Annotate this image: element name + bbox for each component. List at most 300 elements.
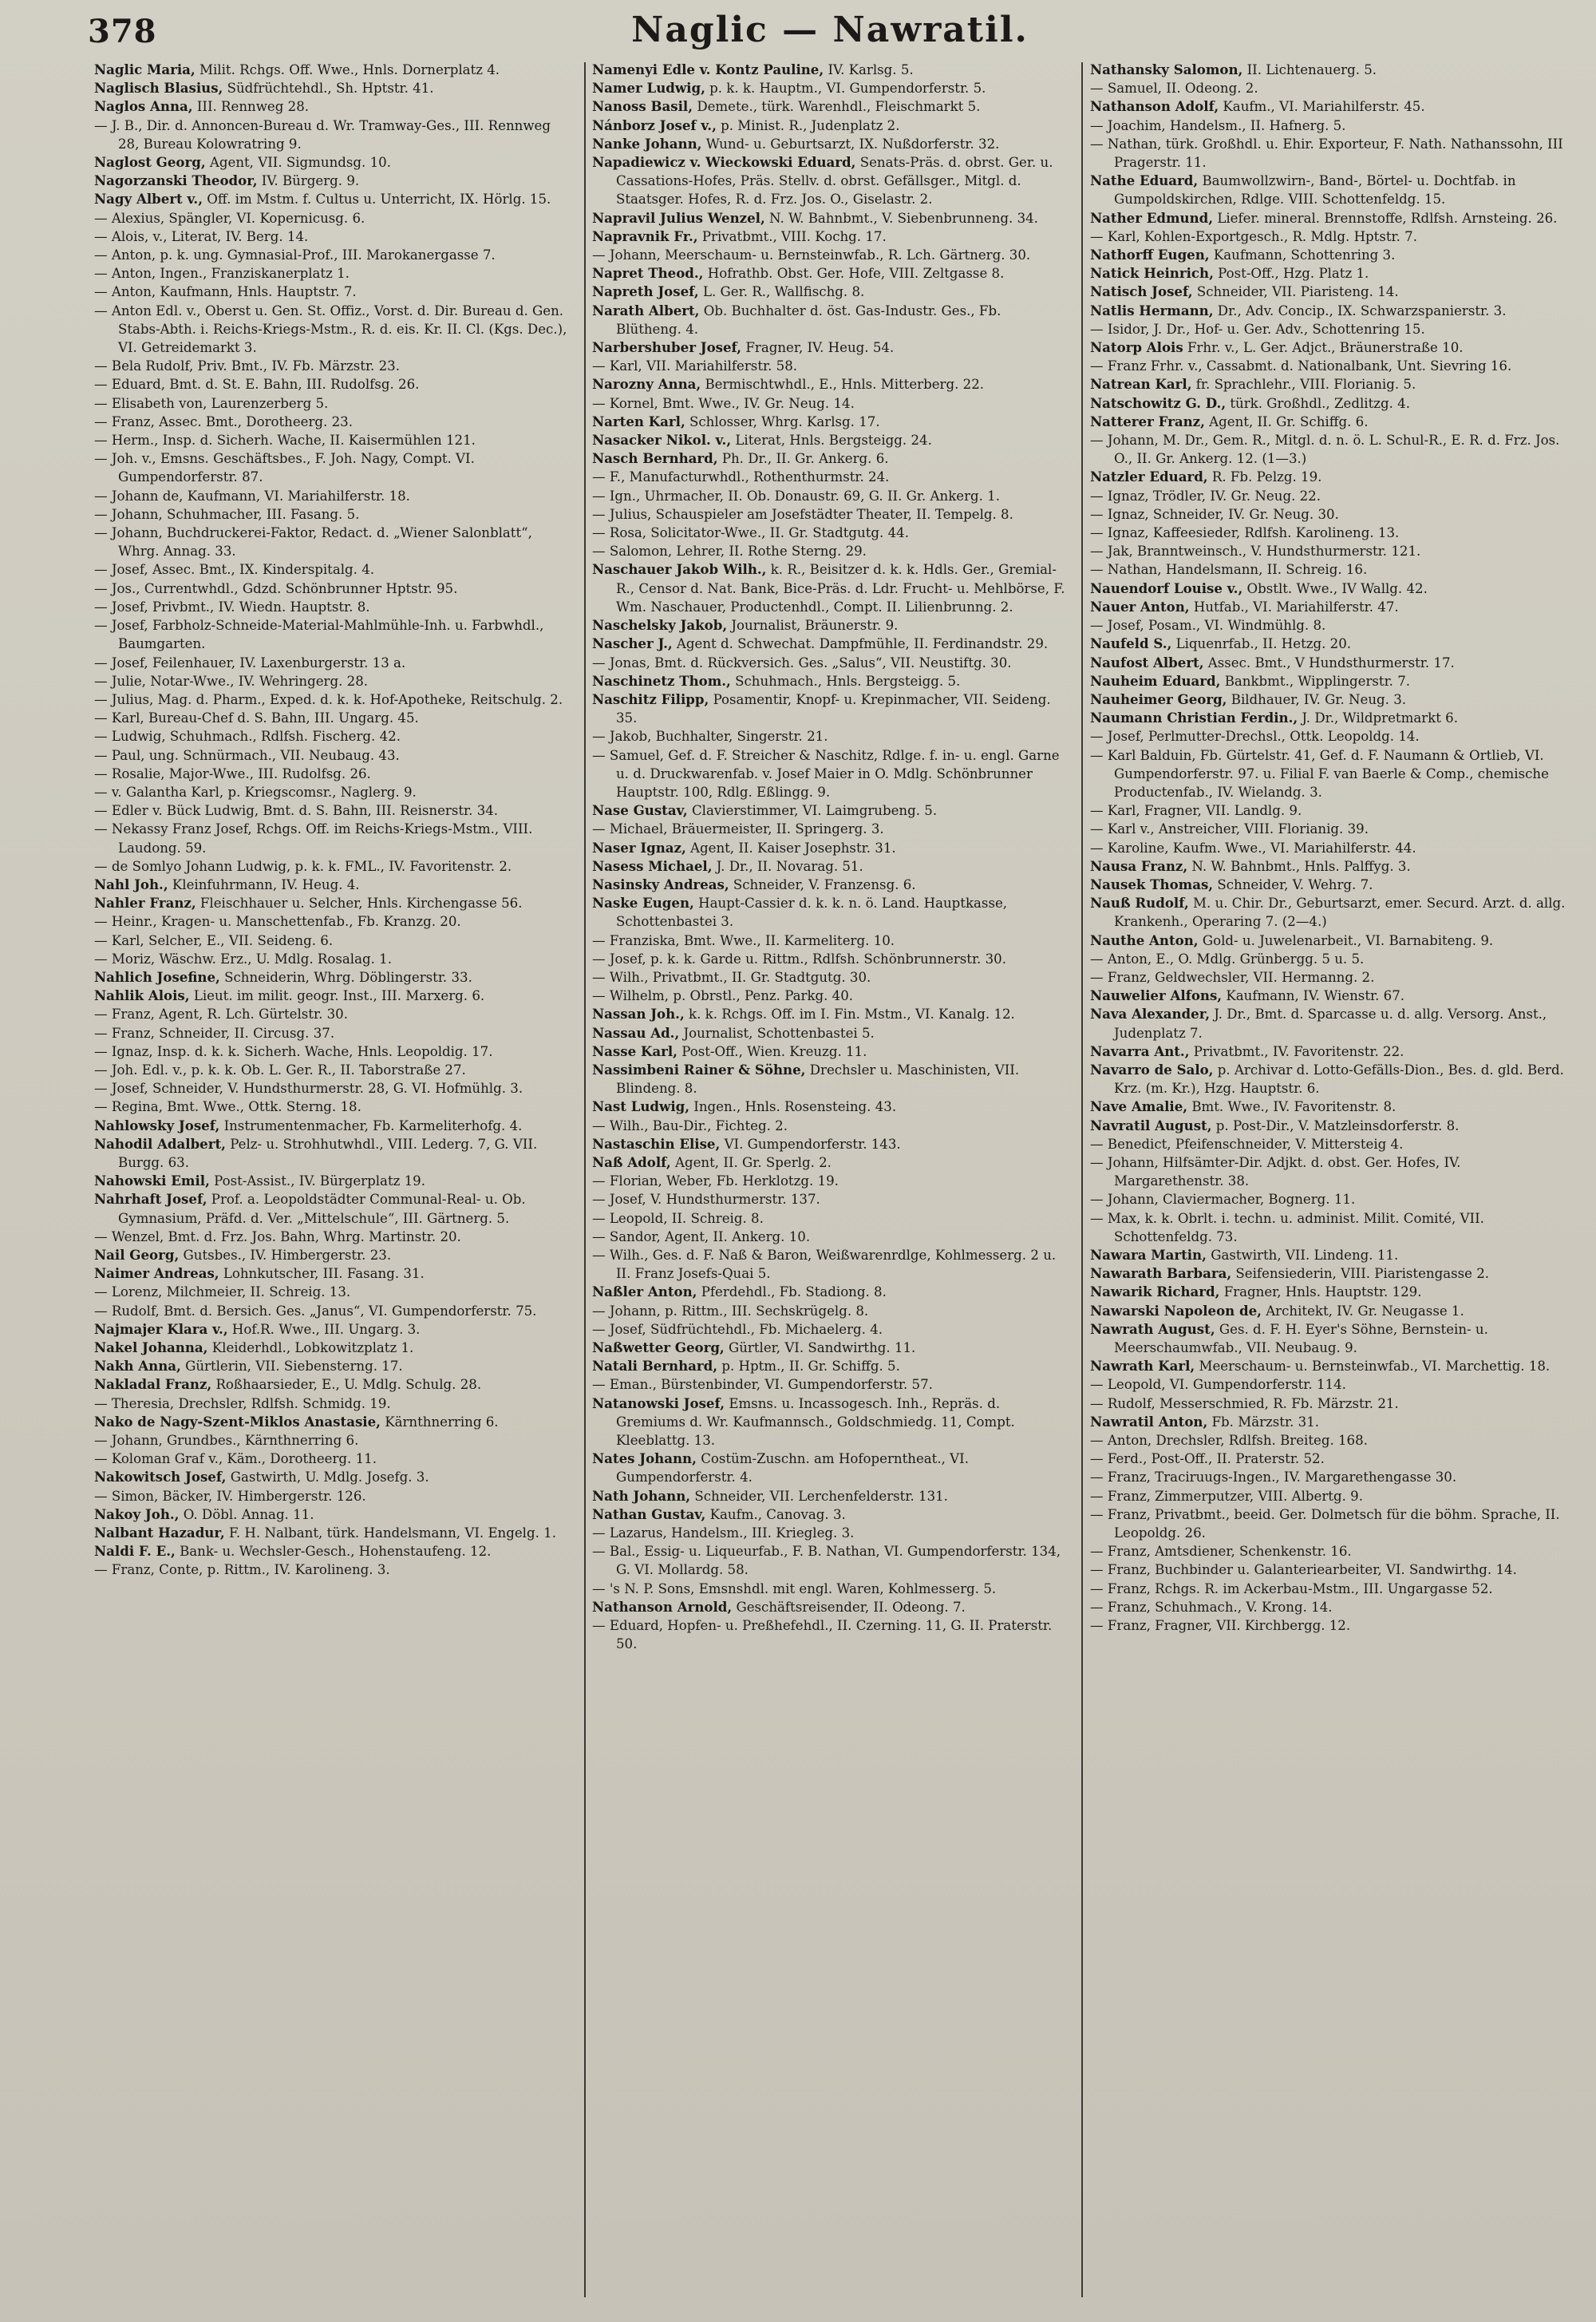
entry-details: Gürtler, VI. Sandwirthg. 11. [728,1340,916,1356]
directory-entry [1090,1135,1566,1153]
entry-name: Nausek Thomas, [1090,876,1214,892]
entry-details: Hof.R. Wwe., III. Ungarg. 3. [231,1321,421,1337]
directory-entry [1090,1431,1566,1450]
directory-entry [592,1542,1068,1579]
entry-details: — Eduard, Hopfen- u. Preßhefehdl., II. Czerning. 11, G. II. Praterstr. 50. [592,1618,1053,1652]
directory-entry [1090,209,1566,227]
entry-details: Journalist, Schottenbastei 5. [683,1025,875,1041]
directory-entry [592,987,1068,1005]
directory-entry [94,765,570,783]
directory-entry [94,1468,570,1486]
entry-details: — Joachim, Handelsm., II. Hafnerg. 5. [1090,117,1346,133]
entry-details: — Franz, Conte, p. Rittm., IV. Karolineng. 3. [94,1562,390,1578]
entry-details: — Simon, Bäcker, IV. Himbergerstr. 126. [94,1488,366,1504]
entry-name: Nawarik Richard, [1090,1284,1220,1300]
entry-name: Naldi F. E., [94,1543,176,1560]
directory-entry [592,357,1068,375]
directory-entry [94,357,570,375]
entry-details: — Karoline, Kaufm. Wwe., VI. Mariahilferstr. 44. [1090,840,1416,856]
directory-entry [94,709,570,727]
directory-entry [592,820,1068,838]
entry-name: Nausa Franz, [1090,857,1188,874]
directory-entry [592,1505,1068,1524]
directory-entry [592,1375,1068,1394]
entry-name: Nawrath Karl, [1090,1358,1195,1375]
directory-entry [592,394,1068,413]
entry-name: Narbershuber Josef, [592,339,742,356]
directory-entry [94,1061,570,1079]
entry-details: — Wilh., Privatbmt., II. Gr. Stadtgutg. 30. [592,969,871,985]
directory-entry [94,61,570,79]
entry-details: — Salomon, Lehrer, II. Rothe Sterng. 29. [592,544,867,560]
entry-name: Nalbant Hazadur, [94,1525,225,1541]
directory-entry [592,672,1068,690]
directory-entry [592,338,1068,357]
entry-details: türk. Großhdl., Zedlitzg. 4. [1230,395,1410,411]
entry-details: — Wenzel, Bmt. d. Frz. Jos. Bahn, Whrg. Martinstr. 20. [94,1228,461,1244]
entry-details: IV. Karlsg. 5. [828,62,914,77]
entry-details: — Regina, Bmt. Wwe., Ottk. Sterng. 18. [94,1099,361,1115]
directory-entry [94,1339,570,1357]
directory-entry [94,1079,570,1098]
directory-entry [1090,61,1566,79]
entry-details: — Kornel, Bmt. Wwe., IV. Gr. Neug. 14. [592,395,855,411]
entry-name: Natrean Karl, [1090,376,1192,393]
directory-entry [592,413,1068,431]
entry-name: Naßwetter Georg, [592,1339,725,1356]
directory-entry [1090,117,1566,135]
entry-details: Kärnthnerring 6. [385,1414,499,1430]
directory-entry [94,524,570,560]
entry-name: Napadiewicz v. Wieckowski Eduard, [592,154,856,171]
entry-details: — Johann, Meerschaum- u. Bernsteinwfab., R. Lch. Gärtnerg. 30. [592,247,1031,263]
directory-entry [1090,690,1566,709]
entry-details: — Johann de, Kaufmann, VI. Mariahilferstr. 18. [94,488,410,504]
directory-entry [1090,79,1566,97]
directory-entry [592,1598,1068,1616]
entry-details: — Josef, Farbholz-Schneide-Material-Mahlmühle-Inh. u. Farbwhdl., Baumgarten. [94,618,544,652]
entry-details: Kaufm., VI. Mariahilferstr. 45. [1223,99,1425,115]
entry-details: Fragner, Hnls. Hauptstr. 129. [1223,1284,1422,1300]
entry-details: N. W. Bahnbmt., Hnls. Palffyg. 3. [1191,858,1411,874]
running-head: Naglic — Nawratil. [631,10,1029,50]
entry-details: — Franz, Rchgs. R. im Ackerbau-Mstm., III. Ungargasse 52. [1090,1580,1493,1596]
entry-details: — Karl, Bureau-Chef d. S. Bahn, III. Ungarg. 45. [94,710,419,726]
directory-entry [94,97,570,116]
entry-name: Namenyi Edle v. Kontz Pauline, [592,61,824,77]
entry-name: Naimer Andreas, [94,1265,219,1282]
entry-details: — v. Galantha Karl, p. Kriegscomsr., Naglerg. 9. [94,784,417,800]
directory-entry [592,857,1068,876]
directory-entry [94,801,570,820]
entry-details: p. Hptm., II. Gr. Schiffg. 5. [721,1359,900,1375]
entry-name: Nawara Martin, [1090,1247,1207,1263]
entry-name: Natisch Josef, [1090,283,1193,300]
directory-entry [1090,839,1566,857]
entry-details: Fragner, IV. Heug. 54. [745,340,895,356]
entry-details: Prof. a. Leopoldstädter Communal-Real- u. Ob. Gymnasium, Präfd. d. Ver. „Mittelschule“, III. Gärtnerg. 5. [118,1192,526,1226]
directory-entry [1090,1153,1566,1190]
entry-details: k. k. Rchgs. Off. im I. Fin. Mstm., VI. Kanalg. 12. [689,1007,1015,1023]
entry-details: — Anton, Kaufmann, Hnls. Hauptstr. 7. [94,284,357,300]
entry-details: — Ignaz, Insp. d. k. k. Sicherh. Wache, Hnls. Leopoldig. 17. [94,1043,493,1059]
entry-name: Nakh Anna, [94,1358,181,1375]
directory-entry [1090,1302,1566,1320]
directory-entry [592,505,1068,524]
entry-details: Pelz- u. Strohhutwhdl., VIII. Lederg. 7, G. VII. Burgg. 63. [118,1136,538,1170]
directory-entry [1090,1487,1566,1505]
directory-entry [592,264,1068,283]
entry-details: Agent, II. Gr. Schiffg. 6. [1209,413,1369,429]
directory-entry [1090,1413,1566,1431]
entry-details: Kleinfuhrmann, IV. Heug. 4. [172,876,360,892]
entry-details: — Franz, Schuhmach., V. Krong. 14. [1090,1599,1333,1615]
entry-details: Gürtlerin, VII. Siebensterng. 17. [185,1359,403,1375]
entry-details: — Franz, Geldwechsler, VII. Hermanng. 2. [1090,969,1375,985]
entry-details: — Ignaz, Trödler, IV. Gr. Neug. 22. [1090,488,1321,504]
directory-entry [592,283,1068,301]
entry-details: — Moriz, Wäschw. Erz., U. Mdlg. Rosalag. 1. [94,951,392,967]
directory-entry [1090,375,1566,394]
directory-entry [592,1246,1068,1283]
directory-entry [592,468,1068,486]
entry-name: Natterer Franz, [1090,413,1205,429]
entry-details: — Rosalie, Major-Wwe., III. Rudolfsg. 26. [94,765,371,781]
directory-entry [592,1153,1068,1172]
entry-details: Baumwollzwirn-, Band-, Börtel- u. Dochtfab. in Gumpoldskirchen, Rdlge. VIII. Schottenfeldg. 15. [1114,173,1516,208]
directory-entry [592,1228,1068,1246]
entry-details: k. R., Beisitzer d. k. k. Hdls. Ger., Gremial-R., Censor d. Nat. Bank, Bice-Präs. d. Ldr. Frucht- u. Mehlbörse, F. Wm. Naschauer, Productenhdl., Compt. II. Lilienbrunng. 2. [616,562,1065,615]
directory-entry [592,690,1068,727]
entry-details: Frhr. v., L. Ger. Adjct., Bräunerstraße 10. [1187,340,1464,356]
directory-entry [1090,727,1566,746]
entry-name: Nauthe Anton, [1090,932,1199,948]
directory-entry [592,487,1068,505]
entry-name: Natali Bernhard, [592,1358,718,1375]
entry-name: Nawratil Anton, [1090,1413,1208,1430]
directory-entry [1090,413,1566,431]
directory-entry [1090,264,1566,283]
entry-details: — Franz, Fragner, VII. Kirchbergg. 12. [1090,1618,1351,1634]
directory-entry [94,1413,570,1431]
entry-name: Nava Alexander, [1090,1006,1211,1023]
directory-column-3 [1090,61,1566,2310]
directory-entry [94,449,570,486]
directory-entry [94,616,570,653]
entry-details: — Max, k. k. Obrlt. i. techn. u. administ. Milit. Comité, VII. Schottenfeldg. 73. [1090,1210,1484,1244]
entry-name: Navarra Ant., [1090,1042,1190,1059]
entry-name: Napret Theod., [592,265,704,282]
directory-entry [1090,1580,1566,1598]
entry-details: — Michael, Bräuermeister, II. Springerg. 3. [592,821,884,837]
directory-entry [1090,135,1566,172]
directory-entry [592,449,1068,468]
entry-name: Nakoy Joh., [94,1505,180,1522]
entry-details: Architekt, IV. Gr. Neugasse 1. [1266,1303,1464,1319]
entry-details: — Alois, v., Literat, IV. Berg. 14. [94,228,309,244]
entry-name: Nathansky Salomon, [1090,61,1243,77]
directory-entry [592,932,1068,950]
entry-details: Ingen., Hnls. Rosensteing. 43. [693,1099,897,1115]
directory-entry [592,1209,1068,1228]
directory-entry [592,61,1068,79]
entry-details: — Franz, Agent, R. Lch. Gürtelstr. 30. [94,1007,349,1023]
entry-name: Nathorff Eugen, [1090,247,1210,263]
entry-details: — Josef, Privbmt., IV. Wiedn. Hauptstr. 8. [94,599,370,615]
entry-details: — Leopold, VI. Gumpendorferstr. 114. [1090,1377,1346,1393]
entry-details: Fleischhauer u. Selcher, Hnls. Kirchengasse 56. [200,896,523,912]
entry-details: — Josef, Feilenhauer, IV. Laxenburgerstr. 13 a. [94,655,406,670]
directory-entry [94,987,570,1005]
directory-entry [94,1394,570,1413]
entry-details: — Alexius, Spängler, VI. Kopernicusg. 6. [94,210,365,226]
directory-entry [1090,616,1566,635]
directory-entry [94,580,570,598]
directory-entry [94,1431,570,1450]
directory-entry [1090,1320,1566,1357]
page-number: 378 [88,13,157,50]
directory-entry [1090,1598,1566,1616]
directory-entry [1090,968,1566,987]
directory-entry [1090,246,1566,264]
directory-entry [592,1283,1068,1301]
directory-entry [1090,560,1566,579]
directory-entry [592,1357,1068,1375]
entry-details: Journalist, Bräunerstr. 9. [731,618,899,634]
directory-entry [592,135,1068,153]
entry-details: — Wilh., Ges. d. F. Naß & Baron, Weißwarenrdlge, Kohlmesserg. 2 u. II. Franz Josefs-Quai 5. [592,1248,1057,1282]
directory-entry [1090,431,1566,468]
directory-entry [1090,394,1566,413]
entry-details: Gutsbes., IV. Himbergerstr. 23. [183,1248,392,1263]
entry-details: — Edler v. Bück Ludwig, Bmt. d. S. Bahn, III. Reisnerstr. 34. [94,803,499,819]
directory-entry [94,912,570,931]
entry-details: p. Archivar d. Lotto-Gefälls-Dion., Bes. d. gld. Berd. Krz. (m. Kr.), Hzg. Hauptstr. 6. [1114,1062,1564,1097]
directory-entry [94,1264,570,1283]
entry-name: Nahlich Josefine, [94,968,220,985]
entry-name: Nanke Johann, [592,135,702,152]
entry-details: Bermischtwhdl., E., Hnls. Mitterberg. 22. [705,377,985,393]
entry-details: — Nathan, türk. Großhdl. u. Ehir. Exporteur, F. Nath. Nathanssohn, III Pragerstr. 11. [1090,136,1563,171]
directory-entry [94,968,570,987]
entry-details: Lohnkutscher, III. Fasang. 31. [223,1266,425,1282]
entry-details: F. H. Nalbant, türk. Handelsmann, VI. Engelg. 1. [228,1525,556,1541]
entry-name: Nasess Michael, [592,857,713,874]
directory-entry [94,1024,570,1042]
directory-entry [94,857,570,876]
entry-details: — Joh. v., Emsns. Geschäftsbes., F. Joh. Nagy, Compt. VI. Gumpendorferstr. 87. [94,451,475,485]
entry-details: Fb. Märzstr. 31. [1211,1414,1320,1430]
entry-name: Namer Ludwig, [592,80,705,97]
entry-details: — Ignaz, Schneider, IV. Gr. Neug. 30. [1090,506,1339,522]
directory-entry [94,1357,570,1375]
entry-details: Gastwirth, U. Mdlg. Josefg. 3. [230,1470,429,1485]
entry-details: Kaufm., Canovag. 3. [709,1506,846,1522]
entry-details: — Ignaz, Kaffeesieder, Rdlfsh. Karolineng. 13. [1090,525,1400,541]
entry-name: Nahlowsky Josef, [94,1117,220,1133]
directory-entry [1090,1209,1566,1246]
entry-name: Nase Gustav, [592,802,688,819]
entry-name: Naschelsky Jakob, [592,617,728,634]
entry-details: Schlosser, Whrg. Karlsg. 17. [689,413,880,429]
entry-details: Hofrathb. Obst. Ger. Hofe, VIII. Zeltgasse 8. [707,266,1005,282]
entry-details: — Koloman Graf v., Käm., Dorotheerg. 11. [94,1451,377,1467]
entry-details: Posamentir, Knopf- u. Krepinmacher, VII. Seideng. 35. [616,691,1051,726]
directory-entry [592,876,1068,894]
entry-name: Natlis Hermann, [1090,302,1214,318]
entry-details: — Franz, Traciruugs-Ingen., IV. Margarethengasse 30. [1090,1470,1457,1485]
entry-name: Narozny Anna, [592,376,701,393]
entry-details: — Anton, E., O. Mdlg. Grünbergg. 5 u. 5. [1090,951,1365,967]
entry-details: — Johann, Schuhmacher, III. Fasang. 5. [94,506,360,522]
directory-entry [94,1283,570,1301]
directory-entry [1090,1117,1566,1135]
entry-details: p. Minist. R., Judenplatz 2. [721,117,900,133]
directory-entry [94,117,570,153]
directory-entry [592,542,1068,560]
entry-details: Privatbmt., IV. Favoritenstr. 22. [1193,1043,1404,1059]
directory-entry [94,153,570,172]
directory-entry [1090,1005,1566,1042]
directory-entry [94,1487,570,1505]
directory-entry [1090,542,1566,560]
directory-entry [592,1172,1068,1190]
directory-entry [1090,1561,1566,1579]
directory-entry [94,560,570,579]
entry-details: — Jak, Branntweinsch., V. Hundsthurmerstr. 121. [1090,544,1421,560]
directory-entry [1090,1450,1566,1468]
entry-details: — Anton, p. k. ung. Gymnasial-Prof., III. Marokanergasse 7. [94,247,496,263]
entry-details: — Jos., Currentwhdl., Gdzd. Schönbrunner Hptstr. 95. [94,580,458,596]
directory-entry [94,950,570,968]
entry-details: — Rosa, Solicitator-Wwe., II. Gr. Stadtgutg. 44. [592,525,909,541]
directory-entry [94,505,570,524]
directory-entry [94,79,570,97]
entry-details: — Karl, Kohlen-Exportgesch., R. Mdlg. Hptstr. 7. [1090,228,1418,244]
directory-entry [1090,487,1566,505]
entry-details: Emsns. u. Incassogesch. Inh., Repräs. d. Gremiums d. Wr. Kaufmannsch., Goldschmiedg. 11, Compt. Kleeblattg. 13. [616,1395,1015,1449]
entry-name: Naglos Anna, [94,98,193,115]
entry-name: Nauheimer Georg, [1090,690,1227,707]
entry-details: — Samuel, II. Odeong. 2. [1090,81,1258,97]
directory-entry [1090,1042,1566,1061]
directory-entry [94,1135,570,1172]
entry-details: IV. Bürgerg. 9. [261,173,360,189]
entry-name: Naglost Georg, [94,154,206,171]
directory-entry [592,431,1068,449]
directory-entry [592,560,1068,616]
entry-details: Clavierstimmer, VI. Laimgrubeng. 5. [691,803,938,819]
entry-name: Nawarath Barbara, [1090,1265,1232,1282]
entry-name: Nasse Karl, [592,1042,678,1059]
directory-entry [94,783,570,801]
entry-details: J. Dr., Bmt. d. Sparcasse u. d. allg. Versorg. Anst., Judenplatz 7. [1114,1007,1547,1041]
entry-details: — Ferd., Post-Off., II. Praterstr. 52. [1090,1451,1325,1467]
entry-name: Navarro de Salo, [1090,1061,1214,1078]
directory-entry [592,1190,1068,1208]
page-header [88,6,1572,51]
entry-details: Schuhmach., Hnls. Bergsteigg. 5. [735,673,961,689]
entry-name: Nathan Gustav, [592,1505,706,1522]
directory-entry [1090,598,1566,616]
entry-name: Nates Johann, [592,1450,697,1467]
entry-name: Naschinetz Thom., [592,672,731,689]
directory-entry [94,209,570,227]
entry-details: Post-Assist., IV. Bürgerplatz 19. [214,1173,426,1189]
directory-column-2 [592,61,1068,2310]
directory-entry [94,1228,570,1246]
entry-name: Natick Heinrich, [1090,265,1214,282]
directory-entry [94,283,570,301]
entry-details: Hutfab., VI. Mariahilferstr. 47. [1193,599,1399,615]
entry-name: Narten Karl, [592,413,685,429]
directory-entry [1090,1098,1566,1116]
entry-details: Schneider, V. Wehrg. 7. [1217,876,1373,892]
entry-name: Nassau Ad., [592,1024,680,1041]
entry-name: Nahrhaft Josef, [94,1191,207,1208]
directory-entry [592,839,1068,857]
entry-name: Nasch Bernhard, [592,450,718,467]
directory-entry [1090,654,1566,672]
entry-details: — Karl v., Anstreicher, VIII. Florianig. 39. [1090,821,1369,837]
entry-name: Nascher J., [592,635,673,652]
entry-details: Post-Off., Wien. Kreuzg. 11. [681,1043,867,1059]
entry-details: — Johann, Buchdruckerei-Faktor, Redact. d. „Wiener Salonblatt“, Whrg. Annag. 33. [94,525,532,560]
entry-name: Nassimbeni Rainer & Söhne, [592,1061,806,1078]
entry-details: Post-Off., Hzg. Platz 1. [1218,266,1369,282]
entry-details: — Leopold, II. Schreig. 8. [592,1210,764,1226]
entry-details: — Samuel, Gef. d. F. Streicher & Naschitz, Rdlge. f. in- u. engl. Garne u. d. Druckwarenfab. v. Josef Maier in O. Mdlg. Schönbrunner Hauptstr. 100, Rdlg. Eßlingg. 9. [592,747,1060,800]
directory-entry [592,968,1068,987]
directory-entry [94,1005,570,1023]
entry-details: Agent, VII. Sigmundsg. 10. [209,155,391,171]
directory-entry [592,746,1068,802]
entry-details: — Nekassy Franz Josef, Rchgs. Off. im Reichs-Kriegs-Mstm., VIII. Laudong. 59. [94,821,533,856]
directory-entry [1090,932,1566,950]
directory-entry [592,801,1068,820]
entry-details: — Franz, Amtsdiener, Schenkenstr. 16. [1090,1544,1352,1560]
directory-entry [592,1005,1068,1023]
directory-entry [94,487,570,505]
directory-entry [1090,709,1566,727]
entry-name: Naschauer Jakob Wilh., [592,561,767,578]
directory-entry [94,598,570,616]
entry-details: — Herm., Insp. d. Sicherh. Wache, II. Kaisermühlen 121. [94,433,476,449]
entry-details: — Anton, Drechsler, Rdlfsh. Breiteg. 168. [1090,1433,1368,1449]
directory-entry [592,1580,1068,1598]
entry-details: Liquenrfab., II. Hetzg. 20. [1175,636,1352,652]
entry-name: Narath Albert, [592,302,700,318]
directory-entry [94,246,570,264]
entry-details: — Johann, Claviermacher, Bognerg. 11. [1090,1192,1356,1208]
directory-entry [592,1135,1068,1153]
entry-details: Gastwirth, VII. Lindeng. 11. [1211,1248,1399,1263]
entry-name: Nath Johann, [592,1487,691,1504]
entry-details: Agent, II. Kaiser Josephstr. 31. [690,840,896,856]
entry-name: Naglisch Blasius, [94,80,223,97]
entry-details: Ges. d. F. H. Eyer's Söhne, Bernstein- u. Meerschaumwfab., VII. Neubaug. 9. [1114,1321,1488,1356]
entry-details: — Paul, ung. Schnürmach., VII. Neubaug. 43. [94,747,400,763]
entry-details: — Florian, Weber, Fb. Herklotzg. 19. [592,1173,839,1189]
directory-entry [94,1561,570,1579]
entry-details: — Josef, V. Hundsthurmerstr. 137. [592,1192,820,1208]
entry-details: Ob. Buchhalter d. öst. Gas-Industr. Ges., Fb. Blütheng. 4. [616,303,1001,337]
directory-column-1 [94,61,570,2310]
directory-entry [1090,283,1566,301]
entry-name: Nail Georg, [94,1247,180,1263]
directory-entry [94,1375,570,1394]
entry-details: — Isidor, J. Dr., Hof- u. Ger. Adv., Schottenring 15. [1090,321,1425,337]
